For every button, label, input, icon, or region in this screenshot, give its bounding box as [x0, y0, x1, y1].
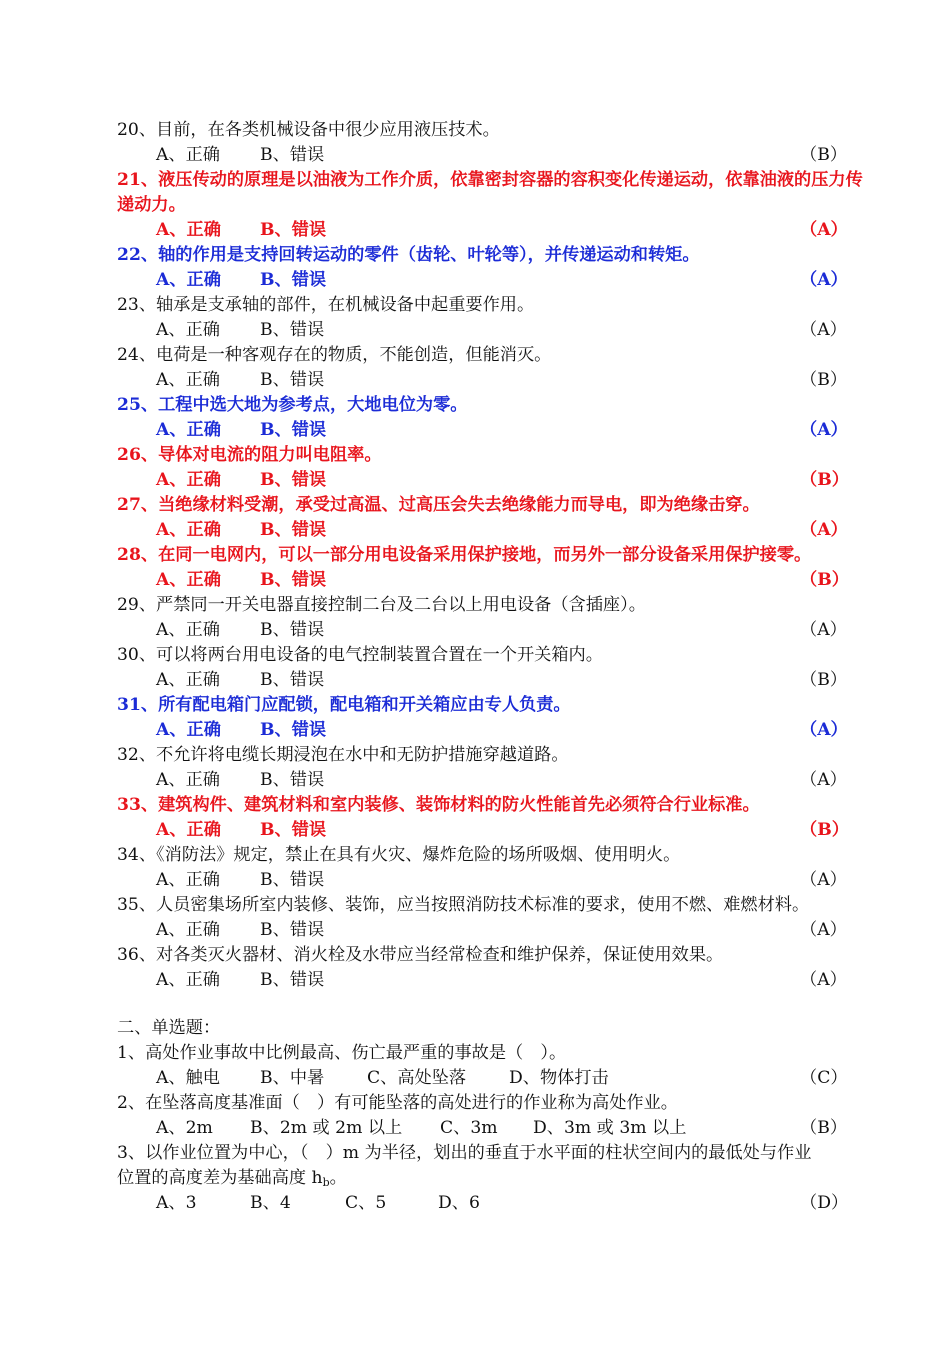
- option-b: B、错误: [260, 520, 327, 540]
- question-24-options: [156, 368, 324, 393]
- question-27-answer: （A）: [800, 520, 848, 540]
- question-36-options: [156, 968, 324, 993]
- question-23-stem: 23、轴承是支承轴的部件，在机械设备中起重要作用。: [117, 295, 535, 315]
- option-b: B、错误: [260, 670, 325, 690]
- question-22-stem: 22、轴的作用是支持回转运动的零件（齿轮、叶轮等），并传递运动和转矩。: [117, 245, 700, 265]
- option-a: A、正确: [156, 770, 220, 790]
- question-29-stem: 29、严禁同一开关电器直接控制二台及二台以上用电设备（含插座）。: [117, 595, 646, 615]
- option-a: A、正确: [156, 870, 220, 890]
- question-23-answer: （A）: [800, 320, 847, 340]
- question-31-stem: 31、所有配电箱门应配锁，配电箱和开关箱应由专人负责。: [117, 695, 571, 715]
- option-a: A、3: [156, 1193, 197, 1213]
- option-c: C、5: [345, 1193, 387, 1213]
- option-b: B、中暑: [260, 1068, 325, 1088]
- option-a: A、正确: [156, 470, 221, 490]
- option-a: A、正确: [156, 220, 221, 240]
- question-25-answer: （A）: [800, 420, 848, 440]
- mc-question-1-stem: 1、高处作业事故中比例最高、伤亡最严重的事故是（ ）。: [117, 1043, 567, 1063]
- option-a: A、正确: [156, 370, 220, 390]
- question-33-answer: （B）: [800, 820, 849, 840]
- section-heading-single-choice: 二、单选题：: [117, 1018, 221, 1038]
- option-b: B、错误: [260, 470, 327, 490]
- question-27-stem: 27、当绝缘材料受潮，承受过高温、过高压会失去绝缘能力而导电，即为绝缘击穿。: [117, 495, 760, 515]
- option-b: B、4: [250, 1193, 291, 1213]
- mc-question-3-answer: （D）: [800, 1193, 849, 1213]
- option-a: A、正确: [156, 320, 220, 340]
- option-b: B、错误: [260, 770, 325, 790]
- question-20-answer: （B）: [800, 145, 848, 165]
- mc-question-1-answer: （C）: [800, 1068, 848, 1088]
- option-a: A、正确: [156, 720, 221, 740]
- question-32-answer: （A）: [800, 770, 847, 790]
- option-a: A、触电: [156, 1068, 220, 1088]
- mc-question-2-options: [156, 1116, 686, 1141]
- question-28-answer: （B）: [800, 570, 849, 590]
- option-a: A、正确: [156, 145, 220, 165]
- question-25-options: [156, 418, 326, 443]
- option-d: D、3m 或 3m 以上: [533, 1118, 687, 1138]
- mc-question-1-options: [156, 1066, 609, 1091]
- question-20-options: [156, 143, 324, 168]
- mc-question-3-options: [156, 1191, 480, 1216]
- option-a: A、正确: [156, 570, 221, 590]
- option-a: A、正确: [156, 620, 220, 640]
- option-a: A、正确: [156, 820, 221, 840]
- option-b: B、错误: [260, 270, 327, 290]
- option-b: B、错误: [260, 320, 325, 340]
- question-31-answer: （A）: [800, 720, 848, 740]
- option-b: B、2m 或 2m 以上: [250, 1118, 403, 1138]
- question-33-stem: 33、建筑构件、建筑材料和室内装修、装饰材料的防火性能首先必须符合行业标准。: [117, 795, 760, 815]
- subscript: b: [322, 1176, 330, 1189]
- question-26-stem: 26、导体对电流的阻力叫电阻率。: [117, 445, 382, 465]
- question-29-options: [156, 618, 324, 643]
- option-b: B、错误: [260, 220, 327, 240]
- question-20-stem: 20、目前，在各类机械设备中很少应用液压技术。: [117, 120, 500, 140]
- question-23-options: [156, 318, 324, 343]
- option-b: B、错误: [260, 870, 325, 890]
- question-26-options: [156, 468, 326, 493]
- question-21-stem: 21、液压传动的原理是以油液为工作介质，依靠密封容器的容积变化传递运动，依靠油液的压力传递动力。: [117, 170, 863, 215]
- question-34-options: [156, 868, 324, 893]
- option-c: C、3m: [440, 1118, 498, 1138]
- question-24-stem: 24、电荷是一种客观存在的物质，不能创造，但能消灭。: [117, 345, 552, 365]
- option-a: A、正确: [156, 670, 220, 690]
- question-34-answer: （A）: [800, 870, 847, 890]
- option-a: A、正确: [156, 970, 220, 990]
- option-b: B、错误: [260, 820, 327, 840]
- option-b: B、错误: [260, 370, 325, 390]
- option-b: B、错误: [260, 920, 325, 940]
- option-a: A、正确: [156, 420, 221, 440]
- question-34-stem: 34、《消防法》规定，禁止在具有火灾、爆炸危险的场所吸烟、使用明火。: [117, 845, 681, 865]
- question-32-options: [156, 768, 324, 793]
- mc-question-2-stem: 2、在坠落高度基准面（ ）有可能坠落的高处进行的作业称为高处作业。: [117, 1093, 678, 1113]
- stem-end: 。: [329, 1168, 347, 1188]
- mc-question-2-answer: （B）: [800, 1118, 848, 1138]
- question-36-answer: （A）: [800, 970, 847, 990]
- question-29-answer: （A）: [800, 620, 847, 640]
- question-26-answer: （B）: [800, 470, 849, 490]
- option-a: A、正确: [156, 920, 220, 940]
- question-36-stem: 36、对各类灭火器材、消火栓及水带应当经常检查和维护保养，保证使用效果。: [117, 945, 724, 965]
- question-22-answer: （A）: [800, 270, 848, 290]
- question-28-options: [156, 568, 326, 593]
- question-25-stem: 25、工程中选大地为参考点，大地电位为零。: [117, 395, 468, 415]
- option-d: D、物体打击: [509, 1068, 609, 1088]
- option-b: B、错误: [260, 720, 327, 740]
- option-a: A、2m: [156, 1118, 213, 1138]
- question-35-options: [156, 918, 324, 943]
- question-30-answer: （B）: [800, 670, 848, 690]
- question-22-options: [156, 268, 326, 293]
- question-21-options: [156, 218, 326, 243]
- question-35-answer: （A）: [800, 920, 847, 940]
- question-32-stem: 32、不允许将电缆长期浸泡在水中和无防护措施穿越道路。: [117, 745, 569, 765]
- option-d: D、6: [438, 1193, 480, 1213]
- option-a: A、正确: [156, 520, 221, 540]
- option-b: B、错误: [260, 620, 325, 640]
- question-24-answer: （B）: [800, 370, 848, 390]
- question-30-options: [156, 668, 324, 693]
- question-33-options: [156, 818, 326, 843]
- option-c: C、高处坠落: [367, 1068, 467, 1088]
- question-31-options: [156, 718, 326, 743]
- option-a: A、正确: [156, 270, 221, 290]
- question-21-answer: （A）: [800, 220, 848, 240]
- option-b: B、错误: [260, 570, 327, 590]
- stem-text: 位置的高度差为基础高度 h: [117, 1168, 323, 1188]
- question-28-stem: 28、在同一电网内，可以一部分用电设备采用保护接地，而另外一部分设备采用保护接零。: [117, 545, 812, 565]
- question-35-stem: 35、人员密集场所室内装修、装饰，应当按照消防技术标准的要求，使用不燃、难燃材料。: [117, 895, 810, 915]
- option-b: B、错误: [260, 145, 325, 165]
- question-27-options: [156, 518, 326, 543]
- mc-question-3-stem-line1: 3、以作业位置为中心，（ ）m 为半径，划出的垂直于水平面的柱状空间内的最低处与作业: [117, 1143, 812, 1163]
- option-b: B、错误: [260, 970, 325, 990]
- option-b: B、错误: [260, 420, 327, 440]
- question-30-stem: 30、可以将两台用电设备的电气控制装置合置在一个开关箱内。: [117, 645, 603, 665]
